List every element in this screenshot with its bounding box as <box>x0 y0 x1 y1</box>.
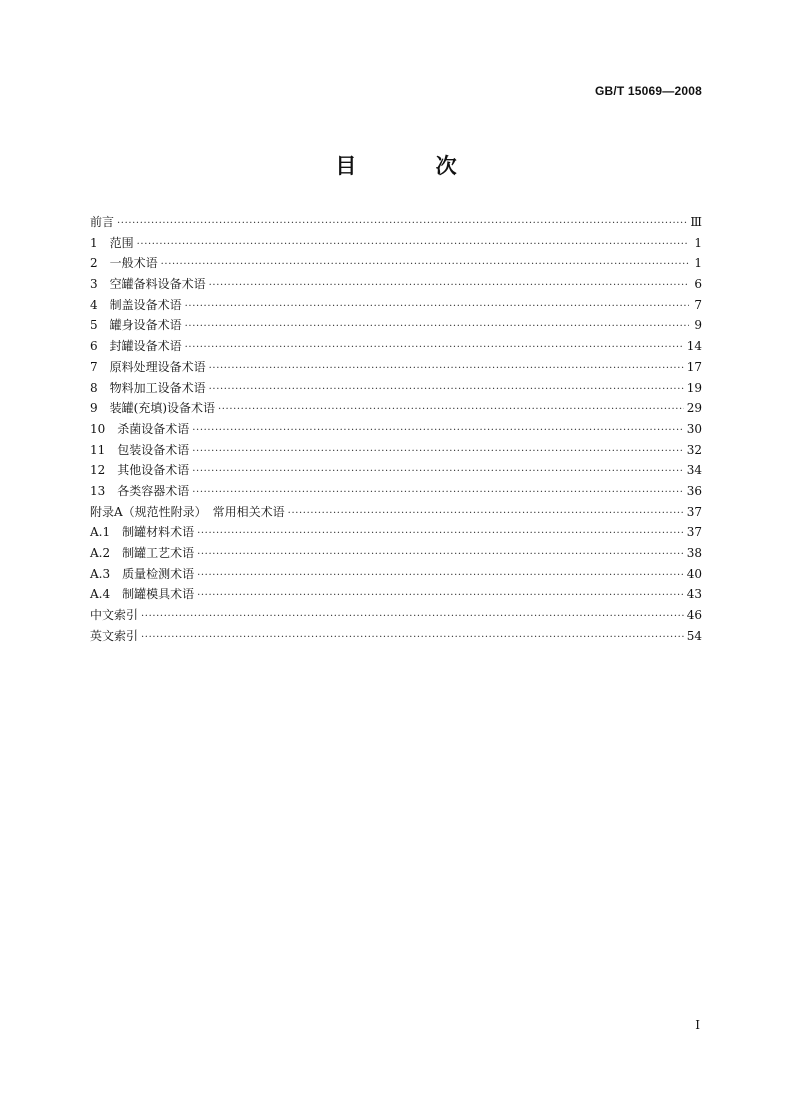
toc-entry-label: 13 各类容器术语 <box>90 483 190 498</box>
toc-entry-label: 7 原料处理设备术语 <box>90 359 206 374</box>
toc-entry[interactable] <box>90 584 702 605</box>
toc-entry-label: 中文索引 <box>90 608 139 623</box>
toc-entry-label: A.1 制罐材料术语 <box>90 525 195 540</box>
toc-entry[interactable] <box>90 315 702 336</box>
toc-entry[interactable] <box>90 419 702 440</box>
toc-entry-label: A.3 质量检测术语 <box>90 566 195 581</box>
toc-entry[interactable] <box>90 481 702 502</box>
toc-entry-label: 6 封罐设备术语 <box>90 339 182 354</box>
toc-entry-label: 英文索引 <box>90 628 139 643</box>
toc-entry-label: 前言 <box>90 215 115 229</box>
toc-leader-dots <box>117 214 687 235</box>
toc-entry-label: A.2 制罐工艺术语 <box>90 546 195 560</box>
toc-entry[interactable] <box>90 564 702 585</box>
toc-entry[interactable] <box>90 522 702 543</box>
toc-leader-dots <box>141 628 684 649</box>
toc-entry-page: 43 <box>686 587 702 602</box>
toc-entry[interactable] <box>90 440 702 461</box>
toc-leader-dots <box>192 483 683 504</box>
toc-entry-page: 7 <box>694 297 702 312</box>
toc-entry[interactable] <box>90 233 702 254</box>
toc-entry-page: Ⅲ <box>690 215 702 229</box>
toc-entry-page: 14 <box>686 339 702 354</box>
toc-leader-dots <box>192 442 683 463</box>
toc-entry[interactable] <box>90 378 702 399</box>
toc-entry-label: 9 装罐(充填)设备术语 <box>90 401 215 416</box>
toc-entry-label: 4 制盖设备术语 <box>90 297 182 312</box>
toc-entry[interactable] <box>90 398 702 419</box>
toc-leader-dots <box>185 317 689 338</box>
toc-entry-label: 2 一般术语 <box>90 256 158 271</box>
toc-leader-dots <box>192 462 683 483</box>
toc-entry-page: 34 <box>686 463 702 478</box>
toc-leader-dots <box>137 235 689 256</box>
toc-entry-page: 6 <box>694 277 702 292</box>
toc-entry-label: 8 物料加工设备术语 <box>90 380 206 395</box>
toc-entry-page: 1 <box>694 256 702 271</box>
toc-leader-dots <box>209 380 684 401</box>
toc-entry-page: 54 <box>686 628 702 643</box>
toc-entry-label: A.4 制罐模具术语 <box>90 587 195 602</box>
table-of-contents <box>90 212 702 646</box>
toc-entry[interactable] <box>90 336 702 357</box>
toc-entry-page: 9 <box>694 318 702 333</box>
toc-leader-dots <box>209 359 684 380</box>
toc-entry[interactable] <box>90 274 702 295</box>
toc-leader-dots <box>192 421 683 442</box>
page-number: I <box>695 1018 700 1032</box>
toc-entry[interactable] <box>90 543 702 564</box>
toc-leader-dots <box>218 400 684 421</box>
toc-leader-dots <box>141 607 684 628</box>
toc-entry-page: 32 <box>686 442 702 457</box>
toc-entry-page: 1 <box>694 235 702 250</box>
toc-entry-page: 37 <box>686 525 702 540</box>
toc-leader-dots <box>288 504 684 525</box>
toc-entry[interactable] <box>90 295 702 316</box>
toc-entry[interactable] <box>90 460 702 481</box>
toc-entry-page: 46 <box>686 608 702 623</box>
toc-leader-dots <box>209 276 689 297</box>
toc-entry-label: 1 范围 <box>90 235 134 250</box>
toc-entry-label: 10 杀菌设备术语 <box>90 421 190 436</box>
toc-entry[interactable] <box>90 212 702 233</box>
toc-entry-label: 12 其他设备术语 <box>90 463 190 478</box>
toc-entry[interactable] <box>90 253 702 274</box>
toc-leader-dots <box>185 338 684 359</box>
toc-entry-page: 37 <box>686 504 702 519</box>
toc-entry-label: 附录A（规范性附录） 常用相关术语 <box>90 504 285 519</box>
standard-code: GB/T 15069—2008 <box>594 84 702 98</box>
toc-leader-dots <box>197 586 684 607</box>
toc-entry-label: 5 罐身设备术语 <box>90 318 182 333</box>
toc-leader-dots <box>185 297 689 318</box>
toc-leader-dots <box>197 524 684 545</box>
toc-entry[interactable] <box>90 626 702 647</box>
toc-leader-dots <box>197 566 684 587</box>
toc-entry[interactable] <box>90 605 702 626</box>
toc-entry[interactable] <box>90 502 702 523</box>
toc-leader-dots <box>161 255 689 276</box>
toc-entry-page: 40 <box>686 566 702 581</box>
toc-entry-page: 30 <box>686 421 702 436</box>
toc-entry[interactable] <box>90 357 702 378</box>
toc-entry-page: 17 <box>686 359 702 374</box>
toc-entry-page: 38 <box>686 546 702 560</box>
toc-entry-label: 3 空罐备料设备术语 <box>90 277 206 292</box>
toc-entry-page: 29 <box>686 401 702 416</box>
toc-entry-label: 11 包装设备术语 <box>90 442 190 457</box>
toc-entry-page: 36 <box>686 483 702 498</box>
toc-leader-dots <box>197 545 684 566</box>
toc-entry-page: 19 <box>686 380 702 395</box>
page-title: 目 次 <box>335 154 493 178</box>
